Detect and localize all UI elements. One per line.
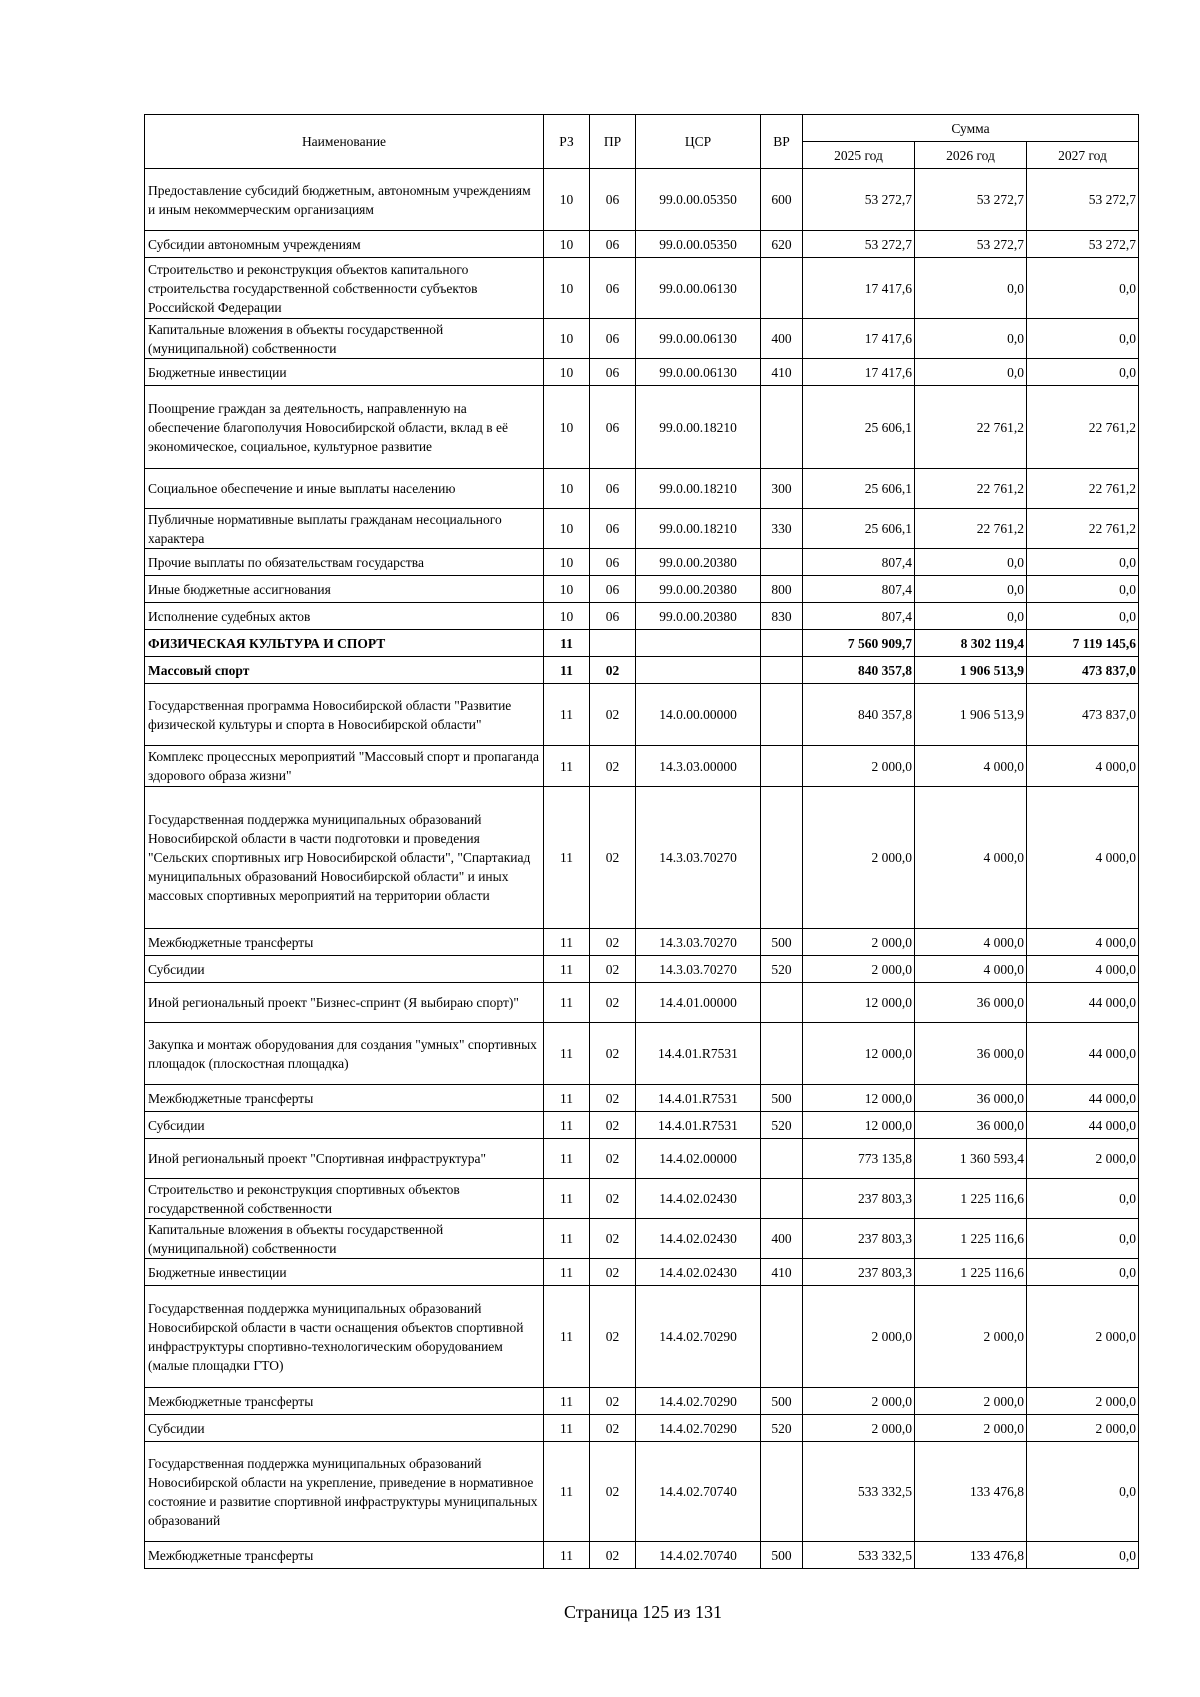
cell-2025: 25 606,1	[803, 469, 915, 509]
cell-csr: 99.0.00.05350	[636, 231, 761, 258]
cell-2026: 22 761,2	[915, 509, 1027, 549]
table-row	[145, 359, 1139, 386]
cell-2027: 473 837,0	[1027, 684, 1139, 746]
cell-pr: 06	[590, 469, 636, 509]
cell-2026: 1 225 116,6	[915, 1259, 1027, 1286]
cell-pr: 06	[590, 169, 636, 231]
cell-2025: 7 560 909,7	[803, 630, 915, 657]
table-body	[145, 169, 1139, 1569]
table-row	[145, 1085, 1139, 1112]
cell-name: Массовый спорт	[145, 657, 544, 684]
cell-vr: 500	[761, 1542, 803, 1569]
cell-pr: 02	[590, 684, 636, 746]
table-row	[145, 630, 1139, 657]
cell-csr: 99.0.00.20380	[636, 576, 761, 603]
table-row	[145, 657, 1139, 684]
cell-2026: 36 000,0	[915, 983, 1027, 1023]
cell-2026: 0,0	[915, 576, 1027, 603]
cell-2026: 1 360 593,4	[915, 1139, 1027, 1179]
cell-2026: 0,0	[915, 549, 1027, 576]
cell-name: Прочие выплаты по обязательствам государства	[145, 549, 544, 576]
cell-pr: 02	[590, 1542, 636, 1569]
cell-2025: 807,4	[803, 576, 915, 603]
cell-name: Иные бюджетные ассигнования	[145, 576, 544, 603]
cell-2025: 2 000,0	[803, 746, 915, 787]
cell-pr: 06	[590, 549, 636, 576]
cell-rz: 11	[544, 929, 590, 956]
cell-vr: 520	[761, 1112, 803, 1139]
cell-2027: 0,0	[1027, 603, 1139, 630]
cell-csr: 14.4.01.R7531	[636, 1023, 761, 1085]
cell-2025: 12 000,0	[803, 1112, 915, 1139]
table-row	[145, 1179, 1139, 1219]
cell-rz: 10	[544, 549, 590, 576]
cell-2027: 22 761,2	[1027, 509, 1139, 549]
cell-2026: 0,0	[915, 603, 1027, 630]
table-row	[145, 386, 1139, 469]
cell-name: Капитальные вложения в объекты государственной (муниципальной) собственности	[145, 1219, 544, 1259]
cell-2026: 36 000,0	[915, 1023, 1027, 1085]
cell-csr: 99.0.00.05350	[636, 169, 761, 231]
cell-rz: 11	[544, 1023, 590, 1085]
cell-rz: 11	[544, 746, 590, 787]
table-row	[145, 169, 1139, 231]
cell-vr: 600	[761, 169, 803, 231]
cell-csr: 14.3.03.70270	[636, 929, 761, 956]
cell-pr: 02	[590, 1085, 636, 1112]
cell-pr: 06	[590, 258, 636, 319]
cell-2025: 17 417,6	[803, 258, 915, 319]
cell-rz: 10	[544, 231, 590, 258]
cell-pr: 06	[590, 231, 636, 258]
cell-name: Государственная поддержка муниципальных образований Новосибирской области в части подготовки и проведения "Сельских спортивных игр Новосибирской области", "Спартакиад муниципальных образований Новосибирской области" и иных массовых спортивных мероприятий на территории области	[145, 787, 544, 929]
table-row	[145, 1023, 1139, 1085]
cell-2025: 53 272,7	[803, 231, 915, 258]
cell-pr: 02	[590, 1388, 636, 1415]
cell-vr	[761, 983, 803, 1023]
cell-rz: 11	[544, 1415, 590, 1442]
cell-csr: 99.0.00.06130	[636, 258, 761, 319]
cell-2026: 36 000,0	[915, 1112, 1027, 1139]
table-row	[145, 319, 1139, 359]
cell-2025: 25 606,1	[803, 386, 915, 469]
cell-vr: 410	[761, 1259, 803, 1286]
cell-csr: 14.4.01.R7531	[636, 1085, 761, 1112]
cell-vr	[761, 549, 803, 576]
cell-2025: 2 000,0	[803, 1286, 915, 1388]
cell-2027: 2 000,0	[1027, 1139, 1139, 1179]
cell-2026: 133 476,8	[915, 1542, 1027, 1569]
cell-pr: 02	[590, 1139, 636, 1179]
cell-2026: 1 906 513,9	[915, 657, 1027, 684]
cell-vr	[761, 1023, 803, 1085]
cell-pr: 06	[590, 319, 636, 359]
cell-rz: 10	[544, 469, 590, 509]
header-year-2027: 2027 год	[1027, 142, 1139, 169]
cell-2027: 0,0	[1027, 1179, 1139, 1219]
header-year-2025: 2025 год	[803, 142, 915, 169]
cell-vr	[761, 630, 803, 657]
cell-2025: 12 000,0	[803, 1023, 915, 1085]
cell-2026: 1 225 116,6	[915, 1179, 1027, 1219]
cell-rz: 11	[544, 1085, 590, 1112]
cell-2025: 773 135,8	[803, 1139, 915, 1179]
cell-2026: 22 761,2	[915, 469, 1027, 509]
cell-2026: 8 302 119,4	[915, 630, 1027, 657]
cell-name: Государственная программа Новосибирской области "Развитие физической культуры и спорта в Новосибирской области"	[145, 684, 544, 746]
cell-2025: 25 606,1	[803, 509, 915, 549]
cell-csr: 14.4.02.02430	[636, 1219, 761, 1259]
cell-rz: 10	[544, 319, 590, 359]
table-row	[145, 1219, 1139, 1259]
cell-pr: 02	[590, 1112, 636, 1139]
cell-csr: 14.4.01.R7531	[636, 1112, 761, 1139]
cell-vr	[761, 657, 803, 684]
cell-csr: 14.3.03.70270	[636, 956, 761, 983]
table-row	[145, 469, 1139, 509]
cell-pr: 02	[590, 1442, 636, 1542]
cell-2027: 2 000,0	[1027, 1415, 1139, 1442]
table-row	[145, 1388, 1139, 1415]
cell-vr	[761, 684, 803, 746]
cell-rz: 10	[544, 576, 590, 603]
cell-2027: 22 761,2	[1027, 386, 1139, 469]
cell-2025: 17 417,6	[803, 319, 915, 359]
cell-2027: 44 000,0	[1027, 1085, 1139, 1112]
cell-2025: 237 803,3	[803, 1219, 915, 1259]
cell-csr: 99.0.00.20380	[636, 549, 761, 576]
table-row	[145, 1259, 1139, 1286]
cell-name: Бюджетные инвестиции	[145, 1259, 544, 1286]
budget-table	[144, 114, 1139, 1569]
cell-name: Межбюджетные трансферты	[145, 1085, 544, 1112]
table-row	[145, 576, 1139, 603]
cell-2027: 7 119 145,6	[1027, 630, 1139, 657]
cell-vr: 330	[761, 509, 803, 549]
header-rz: РЗ	[544, 115, 590, 169]
cell-rz: 10	[544, 169, 590, 231]
cell-rz: 11	[544, 684, 590, 746]
cell-name: Субсидии	[145, 1112, 544, 1139]
cell-2026: 53 272,7	[915, 169, 1027, 231]
cell-name: Межбюджетные трансферты	[145, 929, 544, 956]
cell-2027: 4 000,0	[1027, 746, 1139, 787]
cell-2025: 2 000,0	[803, 956, 915, 983]
cell-2026: 4 000,0	[915, 956, 1027, 983]
cell-pr: 02	[590, 657, 636, 684]
cell-2025: 2 000,0	[803, 1415, 915, 1442]
cell-rz: 11	[544, 956, 590, 983]
cell-2025: 12 000,0	[803, 1085, 915, 1112]
cell-vr	[761, 258, 803, 319]
table-row	[145, 684, 1139, 746]
cell-rz: 11	[544, 657, 590, 684]
cell-2027: 0,0	[1027, 319, 1139, 359]
cell-vr: 520	[761, 956, 803, 983]
cell-2027: 473 837,0	[1027, 657, 1139, 684]
cell-2025: 2 000,0	[803, 1388, 915, 1415]
cell-2025: 12 000,0	[803, 983, 915, 1023]
cell-2026: 0,0	[915, 258, 1027, 319]
cell-name: Субсидии	[145, 1415, 544, 1442]
cell-pr: 02	[590, 746, 636, 787]
cell-2027: 0,0	[1027, 1259, 1139, 1286]
cell-csr: 14.4.02.00000	[636, 1139, 761, 1179]
table-row	[145, 1286, 1139, 1388]
cell-pr: 02	[590, 1286, 636, 1388]
cell-rz: 11	[544, 1388, 590, 1415]
cell-2026: 2 000,0	[915, 1286, 1027, 1388]
cell-2025: 807,4	[803, 603, 915, 630]
cell-2026: 1 225 116,6	[915, 1219, 1027, 1259]
cell-pr: 02	[590, 1259, 636, 1286]
cell-2027: 4 000,0	[1027, 787, 1139, 929]
cell-name: Субсидии автономным учреждениям	[145, 231, 544, 258]
table-row	[145, 787, 1139, 929]
cell-2025: 533 332,5	[803, 1442, 915, 1542]
cell-pr: 06	[590, 603, 636, 630]
cell-pr: 02	[590, 956, 636, 983]
cell-vr: 500	[761, 1388, 803, 1415]
cell-name: ФИЗИЧЕСКАЯ КУЛЬТУРА И СПОРТ	[145, 630, 544, 657]
cell-2027: 4 000,0	[1027, 956, 1139, 983]
cell-2025: 840 357,8	[803, 657, 915, 684]
table-row	[145, 603, 1139, 630]
cell-pr: 06	[590, 576, 636, 603]
cell-name: Исполнение судебных актов	[145, 603, 544, 630]
page-number: Страница 125 из 131	[564, 1602, 722, 1622]
cell-2026: 36 000,0	[915, 1085, 1027, 1112]
cell-name: Бюджетные инвестиции	[145, 359, 544, 386]
cell-csr: 99.0.00.06130	[636, 319, 761, 359]
cell-csr: 99.0.00.18210	[636, 469, 761, 509]
cell-rz: 10	[544, 359, 590, 386]
cell-csr: 14.4.02.70290	[636, 1388, 761, 1415]
cell-name: Публичные нормативные выплаты гражданам несоциального характера	[145, 509, 544, 549]
cell-vr: 620	[761, 231, 803, 258]
cell-vr: 300	[761, 469, 803, 509]
cell-2025: 2 000,0	[803, 787, 915, 929]
table-row	[145, 258, 1139, 319]
cell-2025: 840 357,8	[803, 684, 915, 746]
cell-2025: 17 417,6	[803, 359, 915, 386]
cell-vr: 500	[761, 1085, 803, 1112]
cell-rz: 11	[544, 1139, 590, 1179]
cell-csr: 14.4.02.70740	[636, 1542, 761, 1569]
table-row	[145, 549, 1139, 576]
header-sum: Сумма	[803, 115, 1139, 142]
cell-vr	[761, 386, 803, 469]
cell-csr: 99.0.00.06130	[636, 359, 761, 386]
cell-2026: 0,0	[915, 359, 1027, 386]
cell-2026: 133 476,8	[915, 1442, 1027, 1542]
cell-2026: 4 000,0	[915, 746, 1027, 787]
cell-csr: 99.0.00.20380	[636, 603, 761, 630]
cell-name: Капитальные вложения в объекты государственной (муниципальной) собственности	[145, 319, 544, 359]
cell-name: Государственная поддержка муниципальных образований Новосибирской области на укрепление, приведение в нормативное состояние и развитие спортивной инфраструктуры муниципальных образований	[145, 1442, 544, 1542]
cell-2027: 44 000,0	[1027, 983, 1139, 1023]
cell-csr: 99.0.00.18210	[636, 509, 761, 549]
table-row	[145, 1542, 1139, 1569]
table-row	[145, 983, 1139, 1023]
cell-vr: 500	[761, 929, 803, 956]
cell-name: Межбюджетные трансферты	[145, 1542, 544, 1569]
cell-csr	[636, 657, 761, 684]
cell-name: Строительство и реконструкция объектов капитального строительства государственной собственности субъектов Российской Федерации	[145, 258, 544, 319]
cell-2026: 4 000,0	[915, 929, 1027, 956]
table-row	[145, 1442, 1139, 1542]
cell-pr: 02	[590, 929, 636, 956]
cell-name: Межбюджетные трансферты	[145, 1388, 544, 1415]
cell-csr	[636, 630, 761, 657]
cell-2027: 0,0	[1027, 1542, 1139, 1569]
cell-csr: 14.3.03.00000	[636, 746, 761, 787]
cell-2027: 0,0	[1027, 1219, 1139, 1259]
table-row	[145, 1112, 1139, 1139]
cell-2026: 4 000,0	[915, 787, 1027, 929]
cell-csr: 14.4.02.70290	[636, 1415, 761, 1442]
cell-2027: 0,0	[1027, 1442, 1139, 1542]
cell-csr: 14.0.00.00000	[636, 684, 761, 746]
cell-2026: 1 906 513,9	[915, 684, 1027, 746]
cell-name: Субсидии	[145, 956, 544, 983]
table-row	[145, 509, 1139, 549]
header-name: Наименование	[145, 115, 544, 169]
cell-rz: 10	[544, 386, 590, 469]
cell-pr: 02	[590, 983, 636, 1023]
cell-rz: 11	[544, 1179, 590, 1219]
header-pr: ПР	[590, 115, 636, 169]
cell-name: Иной региональный проект "Бизнес-спринт (Я выбираю спорт)"	[145, 983, 544, 1023]
cell-2025: 807,4	[803, 549, 915, 576]
cell-name: Социальное обеспечение и иные выплаты населению	[145, 469, 544, 509]
cell-2026: 2 000,0	[915, 1388, 1027, 1415]
cell-pr	[590, 630, 636, 657]
cell-name: Закупка и монтаж оборудования для создания "умных" спортивных площадок (плоскостная площадка)	[145, 1023, 544, 1085]
cell-rz: 11	[544, 1542, 590, 1569]
cell-vr: 520	[761, 1415, 803, 1442]
cell-2025: 237 803,3	[803, 1179, 915, 1219]
cell-2026: 22 761,2	[915, 386, 1027, 469]
cell-rz: 11	[544, 1219, 590, 1259]
cell-2026: 0,0	[915, 319, 1027, 359]
cell-2027: 0,0	[1027, 359, 1139, 386]
cell-2025: 533 332,5	[803, 1542, 915, 1569]
cell-2027: 2 000,0	[1027, 1286, 1139, 1388]
cell-rz: 11	[544, 630, 590, 657]
cell-csr: 14.4.01.00000	[636, 983, 761, 1023]
cell-pr: 02	[590, 1415, 636, 1442]
cell-rz: 11	[544, 787, 590, 929]
cell-vr	[761, 1286, 803, 1388]
table-row	[145, 746, 1139, 787]
cell-vr	[761, 746, 803, 787]
cell-csr: 99.0.00.18210	[636, 386, 761, 469]
cell-pr: 06	[590, 509, 636, 549]
cell-vr: 800	[761, 576, 803, 603]
cell-vr	[761, 1179, 803, 1219]
header-year-2026: 2026 год	[915, 142, 1027, 169]
cell-pr: 02	[590, 1179, 636, 1219]
cell-2027: 0,0	[1027, 549, 1139, 576]
cell-rz: 11	[544, 983, 590, 1023]
cell-vr	[761, 1442, 803, 1542]
cell-pr: 06	[590, 386, 636, 469]
cell-2027: 4 000,0	[1027, 929, 1139, 956]
table-row	[145, 231, 1139, 258]
cell-rz: 11	[544, 1259, 590, 1286]
cell-pr: 02	[590, 787, 636, 929]
cell-2025: 2 000,0	[803, 929, 915, 956]
header-csr: ЦСР	[636, 115, 761, 169]
cell-name: Комплекс процессных мероприятий "Массовый спорт и пропаганда здорового образа жизни"	[145, 746, 544, 787]
cell-name: Поощрение граждан за деятельность, направленную на обеспечение благополучия Новосибирской области, вклад в её экономическое, социальное, культурное развитие	[145, 386, 544, 469]
cell-csr: 14.3.03.70270	[636, 787, 761, 929]
cell-name: Иной региональный проект "Спортивная инфраструктура"	[145, 1139, 544, 1179]
cell-2026: 2 000,0	[915, 1415, 1027, 1442]
table-row	[145, 1415, 1139, 1442]
table-row	[145, 1139, 1139, 1179]
cell-rz: 11	[544, 1286, 590, 1388]
cell-vr: 400	[761, 1219, 803, 1259]
cell-name: Государственная поддержка муниципальных образований Новосибирской области в части оснащения объектов спортивной инфраструктуры спортивно-технологическим оборудованием (малые площадки ГТО)	[145, 1286, 544, 1388]
cell-vr: 830	[761, 603, 803, 630]
cell-csr: 14.4.02.70290	[636, 1286, 761, 1388]
cell-2027: 53 272,7	[1027, 169, 1139, 231]
cell-rz: 10	[544, 509, 590, 549]
cell-name: Строительство и реконструкция спортивных объектов государственной собственности	[145, 1179, 544, 1219]
cell-2027: 53 272,7	[1027, 231, 1139, 258]
cell-name: Предоставление субсидий бюджетным, автономным учреждениям и иным некоммерческим организациям	[145, 169, 544, 231]
cell-2025: 237 803,3	[803, 1259, 915, 1286]
table-row	[145, 956, 1139, 983]
cell-rz: 11	[544, 1112, 590, 1139]
cell-2026: 53 272,7	[915, 231, 1027, 258]
cell-csr: 14.4.02.70740	[636, 1442, 761, 1542]
cell-2027: 0,0	[1027, 576, 1139, 603]
cell-2027: 44 000,0	[1027, 1112, 1139, 1139]
cell-pr: 02	[590, 1023, 636, 1085]
cell-2027: 2 000,0	[1027, 1388, 1139, 1415]
cell-vr	[761, 1139, 803, 1179]
cell-pr: 06	[590, 359, 636, 386]
cell-2027: 0,0	[1027, 258, 1139, 319]
table-row	[145, 929, 1139, 956]
cell-vr: 410	[761, 359, 803, 386]
cell-csr: 14.4.02.02430	[636, 1259, 761, 1286]
cell-vr: 400	[761, 319, 803, 359]
cell-2027: 22 761,2	[1027, 469, 1139, 509]
cell-vr	[761, 787, 803, 929]
cell-rz: 10	[544, 258, 590, 319]
cell-2027: 44 000,0	[1027, 1023, 1139, 1085]
cell-csr: 14.4.02.02430	[636, 1179, 761, 1219]
cell-rz: 11	[544, 1442, 590, 1542]
header-vr: ВР	[761, 115, 803, 169]
cell-rz: 10	[544, 603, 590, 630]
cell-pr: 02	[590, 1219, 636, 1259]
cell-2025: 53 272,7	[803, 169, 915, 231]
